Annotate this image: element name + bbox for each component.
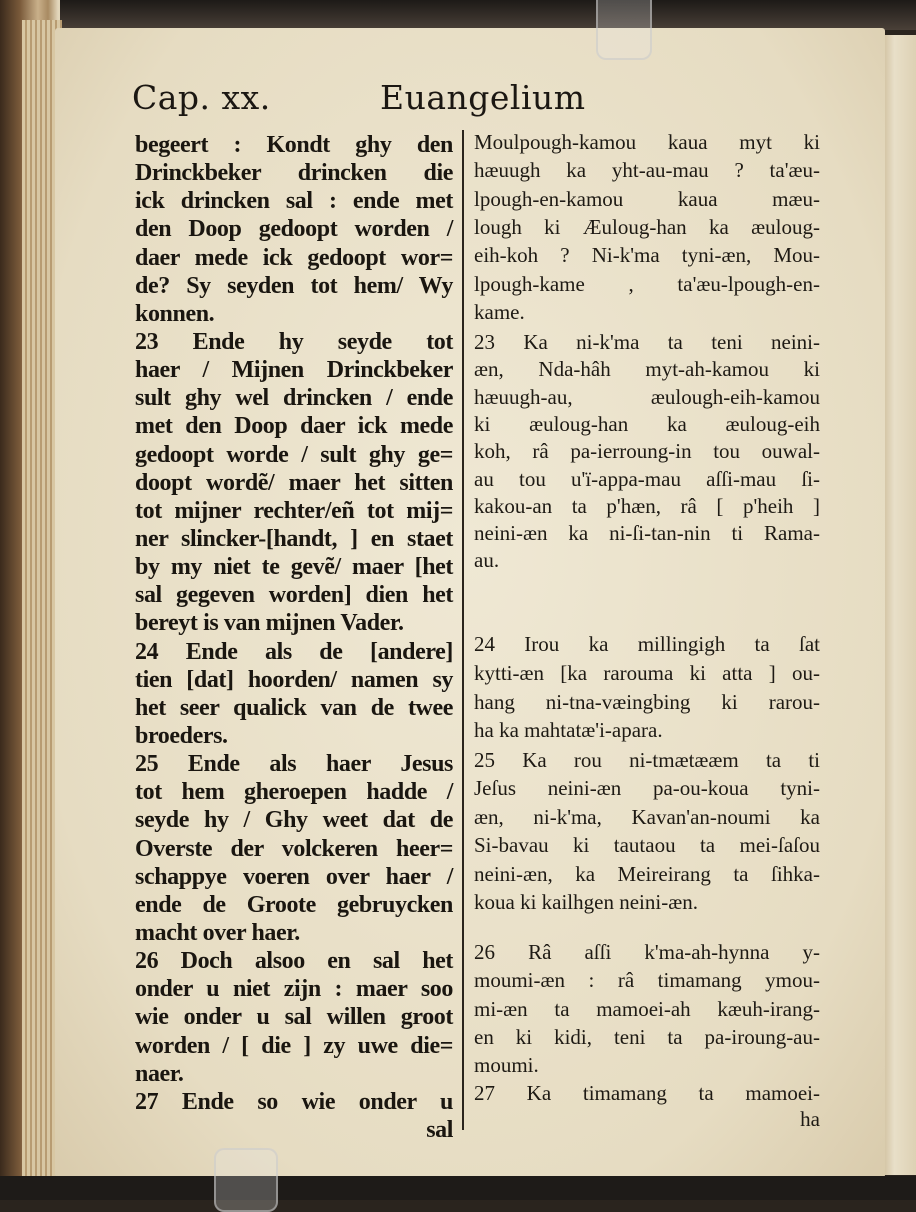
text-line: hang ni-tna-væingbing ki rarou-	[474, 689, 820, 714]
text-line: wie onder u sal willen groot	[135, 1004, 453, 1031]
text-line: begeert : Kondt ghy den	[135, 132, 453, 158]
text-line: naer.	[135, 1060, 184, 1087]
text-line: koh, râ pa-ierroung-in tou ouwal-	[474, 439, 820, 464]
text-line: lough ki Æuloug-han ka æuloug-	[474, 214, 820, 239]
chapter-heading: Cap. xx.	[132, 78, 271, 117]
text-line: hæuugh-au, æulough-eih-kamou	[474, 384, 820, 409]
text-line: 24 Irou ka millingigh ta ſat	[474, 632, 820, 656]
text-line: Drinckbeker drincken die	[135, 160, 453, 187]
text-line: ner slincker-[handt, ] en staet	[135, 526, 453, 552]
text-line: Overste der volckeren heer=	[135, 835, 453, 862]
text-line: sult ghy wel drincken / ende	[135, 385, 453, 412]
text-line: eih-koh ? Ni-k'ma tyni-æn, Mou-	[474, 243, 820, 268]
text-line: haer / Mijnen Drinckbeker	[135, 357, 453, 384]
column-divider	[462, 130, 464, 1130]
text-line: onder u niet zijn : maer soo	[135, 976, 453, 1003]
text-line: ha ka mahtatæ'i-apara.	[474, 718, 663, 743]
text-line: neini-æn ka ni-ſi-tan-nin ti Rama-	[474, 521, 820, 546]
text-line: 27 Ka timamang ta mamoei-	[474, 1081, 820, 1105]
facing-page-edge	[880, 35, 916, 1175]
text-line: 24 Ende als de [andere]	[135, 638, 453, 665]
text-line: daer mede ick gedoopt wor=	[135, 244, 453, 271]
text-line: macht over haer.	[135, 920, 300, 946]
text-line: sal gegeven worden] dien het	[135, 582, 453, 609]
text-line: seyde hy / Ghy weet dat de	[135, 807, 453, 834]
text-line: 27 Ende so wie onder u	[135, 1088, 453, 1115]
text-line: 23 Ende hy seyde tot	[135, 329, 453, 355]
text-line: Moulpough-kamou kaua myt ki	[474, 130, 820, 154]
text-line: tot hem gheroepen hadde /	[135, 779, 453, 806]
text-line: æn, ni-k'ma, Kavan'an-noumi ka	[474, 804, 820, 829]
text-line: sal	[426, 1117, 453, 1143]
text-line: broeders.	[135, 723, 228, 749]
text-line: tot mijner rechter/eñ tot mij=	[135, 497, 453, 524]
text-line: Jeſus neini-æn pa-ou-koua tyni-	[474, 776, 820, 801]
text-line: hæuugh ka yht-au-mau ? ta'æu-	[474, 158, 820, 183]
text-line: lpough-kame , ta'æu-lpough-en-	[474, 271, 820, 296]
text-line: ki æuloug-han ka æuloug-eih	[474, 411, 820, 436]
text-line: koua ki kailhgen neini-æn.	[474, 890, 698, 914]
text-line: æn, Nda-hâh myt-ah-kamou ki	[474, 357, 820, 382]
text-line: den Doop gedoopt worden /	[135, 216, 453, 243]
text-line: kakou-an ta p'hæn, râ [ p'heih ]	[474, 493, 820, 518]
page-clip-bottom	[214, 1148, 278, 1212]
text-line: 26 Doch alsoo en sal het	[135, 948, 453, 975]
text-line: ha	[800, 1107, 820, 1131]
text-line: de? Sy seyden tot hem/ Wy	[135, 272, 453, 299]
text-line: 26 Râ aſſi k'ma-ah-hynna y-	[474, 940, 820, 964]
text-line: au tou u'ï-appa-mau aſſi-mau ſi-	[474, 466, 820, 491]
book-title-heading: Euangelium	[380, 78, 586, 117]
text-line: doopt wordẽ/ maer het sitten	[135, 469, 453, 496]
text-line: ende de Groote gebruycken	[135, 891, 453, 918]
scan-background-bottom	[0, 1176, 916, 1200]
text-line: schappye voeren over haer /	[135, 863, 453, 890]
text-line: 25 Ende als haer Jesus	[135, 751, 453, 778]
text-line: lpough-en-kamou kaua mæu-	[474, 186, 820, 211]
text-line: en ki kidi, teni ta pa-iroung-au-	[474, 1024, 820, 1049]
text-line: worden / [ die ] zy uwe die=	[135, 1032, 453, 1059]
text-line: konnen.	[135, 300, 215, 327]
text-line: met den Doop daer ick mede	[135, 413, 453, 440]
text-line: moumi-æn : râ timamang ymou-	[474, 968, 820, 993]
text-line: kytti-æn [ka rarouma ki atta ] ou-	[474, 660, 820, 685]
text-line: 25 Ka rou ni-tmætææm ta ti	[474, 748, 820, 772]
page-clip-top	[596, 0, 652, 60]
text-line: tien [dat] hoorden/ namen sy	[135, 666, 453, 693]
text-line: moumi.	[474, 1053, 539, 1078]
text-line: ick drincken sal : ende met	[135, 188, 453, 215]
text-line: Si-bavau ki tautaou ta mei-ſaſou	[474, 833, 820, 858]
text-line: gedoopt worde / sult ghy ge=	[135, 441, 453, 468]
scan-background-top	[0, 0, 916, 30]
text-line: 23 Ka ni-k'ma ta teni neini-	[474, 330, 820, 354]
text-line: het seer qualick van de twee	[135, 694, 453, 721]
text-line: mi-æn ta mamoei-ah kæuh-irang-	[474, 996, 820, 1021]
text-line: by my niet te gevẽ/ maer [het	[135, 554, 453, 581]
text-line: bereyt is van mijnen Vader.	[135, 610, 404, 637]
text-line: neini-æn, ka Meireirang ta ſihka-	[474, 861, 820, 886]
text-line: au.	[474, 548, 500, 573]
text-line: kame.	[474, 299, 525, 324]
